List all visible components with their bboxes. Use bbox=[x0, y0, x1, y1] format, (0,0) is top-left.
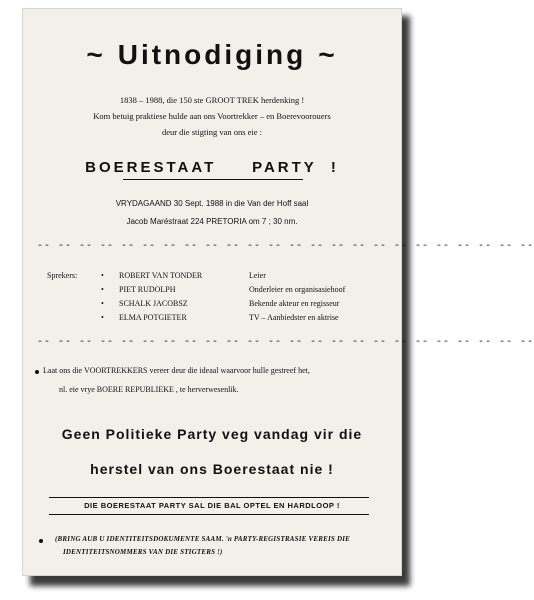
speaker-name: ELMA POTGIETER bbox=[119, 313, 187, 322]
slogan-text: DIE BOERESTAAT PARTY SAL DIE BAL OPTEL EN HARDLOOP ! bbox=[84, 501, 340, 510]
title-text: Uitnodiging bbox=[117, 39, 307, 70]
headline-line-2: herstel van ons Boerestaat nie ! bbox=[90, 461, 334, 477]
flyer-title bbox=[23, 39, 401, 71]
box-bottom-rule bbox=[49, 514, 369, 515]
speaker-role: TV – Aanbiedster en aktrise bbox=[249, 313, 339, 322]
party-name-underline bbox=[123, 179, 303, 180]
speaker-bullet: • bbox=[101, 299, 104, 308]
bullet-dot bbox=[35, 370, 39, 374]
speakers-label: Sprekers: bbox=[47, 271, 78, 280]
intro-line-2: Kom betuig praktiese hulde aan ons Voortrekker – en Boerevoorouers bbox=[93, 111, 331, 121]
note-line-2: IDENTITEITSNOMMERS VAN DIE STIGTERS !) bbox=[63, 548, 223, 556]
speaker-role: Leier bbox=[249, 271, 266, 280]
ideal-line-1: Laat ons die VOORTREKKERS vereer deur die ideaal waarvoor hulle gestreef het, bbox=[43, 366, 310, 375]
speaker-role: Bekende akteur en regisseur bbox=[249, 299, 340, 308]
title-dash-left: ~ bbox=[86, 39, 106, 70]
speaker-name: PIET RUDOLPH bbox=[119, 285, 176, 294]
speaker-role: Onderleier en organisasiehoof bbox=[249, 285, 346, 294]
event-address-time: Jacob Maréstraat 224 PRETORIA om 7 ; 30 nm. bbox=[126, 217, 298, 226]
dash-divider-top: -- -- -- -- -- -- -- -- -- -- -- -- -- -- -- -- -- -- -- -- -- -- -- -- bbox=[37, 241, 534, 252]
invitation-flyer bbox=[22, 8, 534, 576]
party-name-heading: BOERESTAAT PARTY ! bbox=[85, 159, 339, 176]
note-bullet-dot bbox=[39, 539, 43, 543]
event-date-venue: VRYDAGAAND 30 Sept. 1988 in die Van der Hoff saal bbox=[115, 199, 309, 208]
note-line-1: (BRING AUB U IDENTITEITSDOKUMENTE SAAM. 'n PARTY-REGISTRASIE VEREIS DIE bbox=[55, 535, 350, 543]
box-top-rule bbox=[49, 497, 369, 498]
speaker-bullet: • bbox=[101, 271, 104, 280]
ideal-line-2: nl. eie vrye BOERE REPUBLIEKE , te herverwesenlik. bbox=[59, 385, 239, 394]
title-dash-right: ~ bbox=[318, 39, 338, 70]
intro-line-1: 1838 – 1988, die 150 ste GROOT TREK herdenking ! bbox=[119, 95, 305, 105]
headline-line-1: Geen Politieke Party veg vandag vir die bbox=[61, 426, 363, 442]
speaker-name: ROBERT VAN TONDER bbox=[119, 271, 203, 280]
speaker-name: SCHALK JACOBSZ bbox=[119, 299, 188, 308]
intro-line-3: deur die stigting van ons eie : bbox=[161, 127, 263, 137]
speaker-bullet: • bbox=[101, 313, 104, 322]
dash-divider-bottom: -- -- -- -- -- -- -- -- -- -- -- -- -- -- -- -- -- -- -- -- -- -- -- -- bbox=[37, 337, 534, 348]
speaker-bullet: • bbox=[101, 285, 104, 294]
